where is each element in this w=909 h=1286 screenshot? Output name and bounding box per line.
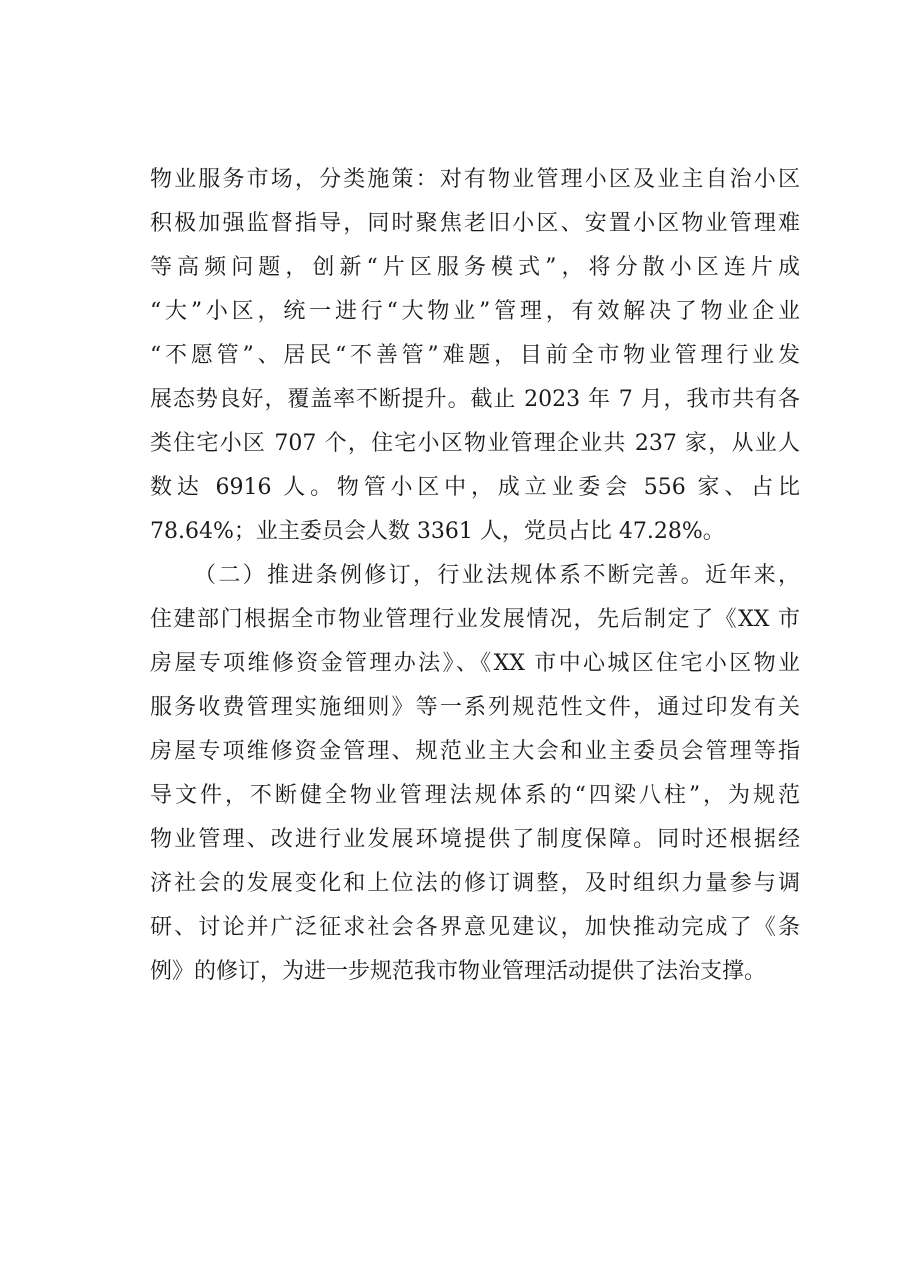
text-line: “不愿管”、居民“不善管”难题，目前全市物业管理行业发 bbox=[150, 343, 800, 368]
section-heading-line: （二）推进条例修订，行业法规体系不断完善。近年来， bbox=[194, 563, 800, 588]
text-line: 房屋专项维修资金管理、规范业主大会和业主委员会管理等指 bbox=[150, 739, 800, 764]
text-line: 济社会的发展变化和上位法的修订调整，及时组织力量参与调 bbox=[150, 871, 800, 896]
text-line: 类住宅小区 707 个，住宅小区物业管理企业共 237 家，从业人 bbox=[150, 431, 800, 456]
body-text bbox=[150, 158, 800, 994]
text-line: 积极加强监督指导，同时聚焦老旧小区、安置小区物业管理难 bbox=[150, 211, 800, 236]
text-line: 房屋专项维修资金管理办法》、《XX 市中心城区住宅小区物业 bbox=[150, 651, 800, 676]
text-line: 服务收费管理实施细则》等一系列规范性文件，通过印发有关 bbox=[150, 695, 800, 720]
text-line: 78.64%；业主委员会人数 3361 人，党员占比 47.28%。 bbox=[150, 519, 725, 544]
text-line: 物业服务市场，分类施策：对有物业管理小区及业主自治小区 bbox=[150, 167, 800, 192]
text-line: 物业管理、改进行业发展环境提供了制度保障。同时还根据经 bbox=[150, 827, 800, 852]
text-line: 数达 6916 人。物管小区中，成立业委会 556 家、占比 bbox=[150, 475, 800, 500]
text-line: 展态势良好，覆盖率不断提升。截止 2023 年 7 月，我市共有各 bbox=[150, 387, 800, 412]
text-line: “大”小区，统一进行“大物业”管理，有效解决了物业企业 bbox=[150, 299, 800, 324]
text-line: 研、讨论并广泛征求社会各界意见建议，加快推动完成了《条 bbox=[150, 915, 800, 940]
text-line: 住建部门根据全市物业管理行业发展情况，先后制定了《XX 市 bbox=[150, 607, 800, 632]
text-line: 导文件，不断健全物业管理法规体系的“四梁八柱”，为规范 bbox=[150, 783, 800, 808]
text-line: 等高频问题，创新“片区服务模式”，将分散小区连片成 bbox=[150, 255, 800, 280]
text-line: 例》的修订，为进一步规范我市物业管理活动提供了法治支撑。 bbox=[150, 959, 767, 984]
